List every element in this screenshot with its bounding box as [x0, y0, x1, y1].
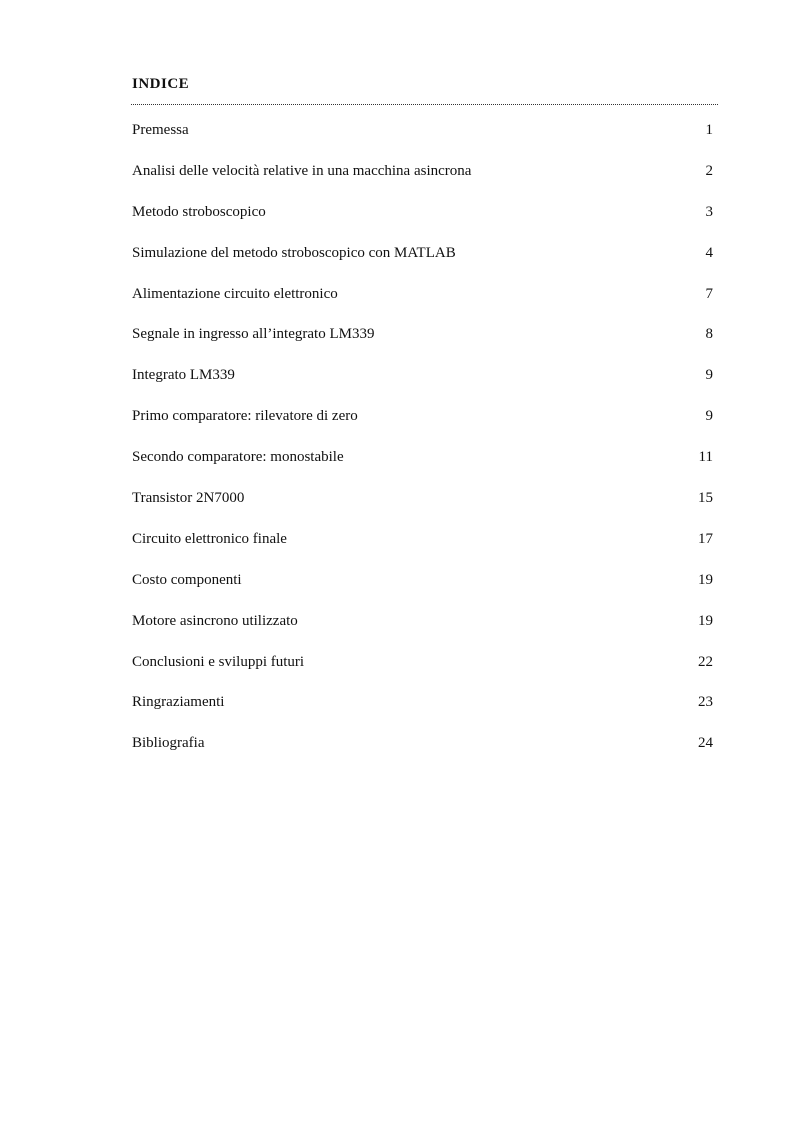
toc-entry-page-number: 8	[705, 326, 713, 343]
toc-dotted-divider	[131, 104, 718, 105]
toc-entry-page-number: 15	[698, 490, 713, 507]
toc-entry	[132, 653, 713, 694]
toc-entry-title: Motore asincrono utilizzato	[132, 612, 298, 629]
toc-entry	[132, 285, 713, 326]
toc-entry-page-number: 24	[698, 735, 713, 752]
toc-entry-page-number: 19	[698, 612, 713, 629]
toc-entry-title: Circuito elettronico finale	[132, 530, 287, 547]
toc-entry-title: Simulazione del metodo stroboscopico con MATLAB	[132, 244, 456, 261]
toc-entry	[132, 244, 713, 285]
toc-heading: INDICE	[132, 76, 190, 92]
toc-entry	[132, 366, 713, 407]
toc-entry-title: Transistor 2N7000	[132, 490, 245, 507]
toc-entry-page-number: 4	[705, 244, 713, 261]
toc-entry-title: Premessa	[132, 122, 189, 138]
toc-entry	[132, 530, 713, 571]
toc-entry	[132, 448, 713, 489]
toc-entry-page-number: 2	[705, 162, 713, 179]
toc-entry-title: Bibliografia	[132, 735, 205, 752]
toc-entry	[132, 407, 713, 448]
toc-entry-title: Metodo stroboscopico	[132, 203, 266, 220]
toc-entry-title: Costo componenti	[132, 571, 242, 588]
toc-entry-page-number: 3	[705, 203, 713, 220]
toc-list	[132, 121, 713, 775]
toc-entry-title: Alimentazione circuito elettronico	[132, 285, 338, 302]
toc-entry-title: Secondo comparatore: monostabile	[132, 449, 344, 466]
toc-entry-page-number: 9	[705, 367, 713, 384]
toc-entry-page-number: 23	[698, 694, 713, 711]
toc-entry-page-number: 7	[705, 285, 713, 302]
toc-entry	[132, 489, 713, 530]
toc-entry-title: Segnale in ingresso all’integrato LM339	[132, 326, 375, 343]
toc-entry-page-number: 22	[698, 653, 713, 670]
toc-entry-title: Analisi delle velocità relative in una macchina asincrona	[132, 162, 472, 179]
toc-entry	[132, 734, 713, 775]
toc-entry-title: Integrato LM339	[132, 367, 235, 384]
toc-entry-page-number: 19	[698, 571, 713, 588]
toc-entry-page-number: 1	[705, 122, 713, 138]
toc-entry	[132, 121, 713, 162]
toc-entry	[132, 693, 713, 734]
toc-entry	[132, 325, 713, 366]
toc-entry-page-number: 17	[698, 530, 713, 547]
toc-entry	[132, 612, 713, 653]
toc-entry-page-number: 9	[705, 408, 713, 425]
toc-entry-title: Conclusioni e sviluppi futuri	[132, 653, 305, 670]
toc-entry-title: Primo comparatore: rilevatore di zero	[132, 408, 358, 425]
toc-entry	[132, 203, 713, 244]
toc-entry	[132, 162, 713, 203]
toc-entry	[132, 571, 713, 612]
toc-entry-title: Ringraziamenti	[132, 694, 225, 711]
toc-entry-page-number: 11	[698, 449, 713, 466]
